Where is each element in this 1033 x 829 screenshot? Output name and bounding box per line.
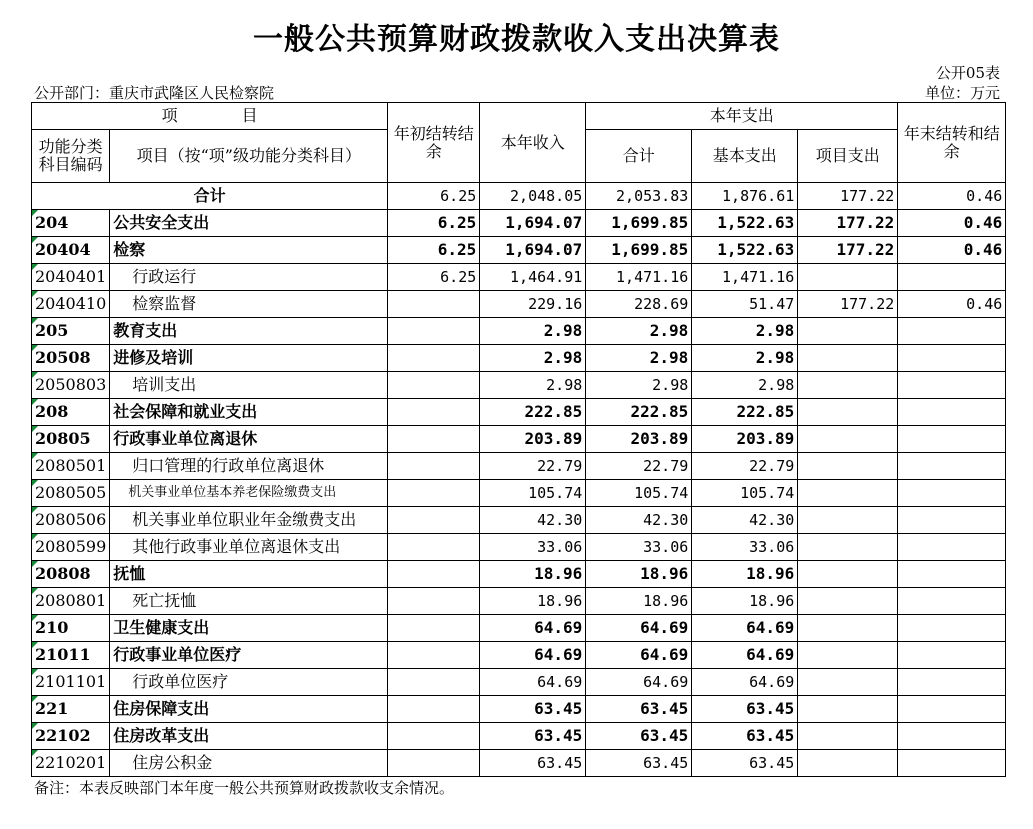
row-total: 1,699.85: [586, 210, 692, 237]
row-income: 2.98: [480, 318, 586, 345]
row-name: 死亡抚恤: [110, 588, 388, 615]
total-row: [32, 183, 1006, 210]
row-code: 210: [32, 615, 110, 642]
row-end: [898, 507, 1006, 534]
row-begin: 6.25: [388, 210, 480, 237]
total-total: 2,053.83: [586, 183, 692, 210]
row-income: 64.69: [480, 615, 586, 642]
row-code: 20805: [32, 426, 110, 453]
row-income: 229.16: [480, 291, 586, 318]
row-name: 其他行政事业单位离退休支出: [110, 534, 388, 561]
row-end: [898, 642, 1006, 669]
row-begin: [388, 507, 480, 534]
row-total: 33.06: [586, 534, 692, 561]
budget-table: [31, 102, 1006, 777]
row-project: [798, 399, 898, 426]
row-project: [798, 480, 898, 507]
row-project: [798, 345, 898, 372]
row-income: 2.98: [480, 372, 586, 399]
row-basic: 18.96: [692, 561, 798, 588]
table-row: [32, 210, 1006, 237]
row-income: 22.79: [480, 453, 586, 480]
row-income: 2.98: [480, 345, 586, 372]
row-code: 204: [32, 210, 110, 237]
row-project: [798, 453, 898, 480]
row-basic: 64.69: [692, 642, 798, 669]
row-code: 2080506: [32, 507, 110, 534]
row-code: 221: [32, 696, 110, 723]
row-code: 21011: [32, 642, 110, 669]
row-project: [798, 534, 898, 561]
row-begin: [388, 669, 480, 696]
row-project: [798, 750, 898, 777]
row-basic: 203.89: [692, 426, 798, 453]
row-begin: [388, 318, 480, 345]
row-name: 检察: [110, 237, 388, 264]
total-end: 0.46: [898, 183, 1006, 210]
row-end: [898, 426, 1006, 453]
row-code: 2040410: [32, 291, 110, 318]
row-end: [898, 453, 1006, 480]
row-end: 0.46: [898, 210, 1006, 237]
row-total: 228.69: [586, 291, 692, 318]
row-end: [898, 588, 1006, 615]
row-total: 222.85: [586, 399, 692, 426]
row-income: 33.06: [480, 534, 586, 561]
unit-label: 单位：万元: [924, 84, 1000, 102]
row-income: 42.30: [480, 507, 586, 534]
row-end: [898, 345, 1006, 372]
row-project: [798, 561, 898, 588]
table-row: [32, 480, 1006, 507]
total-project: 177.22: [798, 183, 898, 210]
row-basic: 64.69: [692, 615, 798, 642]
row-income: 63.45: [480, 750, 586, 777]
table-row: [32, 399, 1006, 426]
row-project: [798, 615, 898, 642]
row-basic: 33.06: [692, 534, 798, 561]
row-begin: [388, 588, 480, 615]
row-total: 64.69: [586, 615, 692, 642]
row-total: 2.98: [586, 345, 692, 372]
total-basic: 1,876.61: [692, 183, 798, 210]
row-begin: 6.25: [388, 264, 480, 291]
row-name: 行政单位医疗: [110, 669, 388, 696]
row-end: [898, 480, 1006, 507]
row-begin: 6.25: [388, 237, 480, 264]
row-total: 105.74: [586, 480, 692, 507]
row-basic: 1,471.16: [692, 264, 798, 291]
row-name: 抚恤: [110, 561, 388, 588]
row-income: 203.89: [480, 426, 586, 453]
department-label: 公开部门：重庆市武隆区人民检察院: [34, 84, 275, 102]
table-row: [32, 561, 1006, 588]
row-name: 住房保障支出: [110, 696, 388, 723]
row-end: [898, 696, 1006, 723]
row-basic: 1,522.63: [692, 210, 798, 237]
row-code: 2210201: [32, 750, 110, 777]
row-project: [798, 372, 898, 399]
row-name: 培训支出: [110, 372, 388, 399]
row-name: 检察监督: [110, 291, 388, 318]
header-begin-balance: 年初结转结余: [388, 103, 480, 183]
header-item: 项 目: [32, 103, 388, 130]
row-code: 2101101: [32, 669, 110, 696]
table-row: [32, 723, 1006, 750]
table-row: [32, 372, 1006, 399]
row-begin: [388, 426, 480, 453]
table-row: [32, 345, 1006, 372]
row-project: 177.22: [798, 210, 898, 237]
header-project: 项目支出: [798, 130, 898, 183]
header-basic: 基本支出: [692, 130, 798, 183]
row-income: 1,464.91: [480, 264, 586, 291]
row-name: 社会保障和就业支出: [110, 399, 388, 426]
row-begin: [388, 453, 480, 480]
row-basic: 63.45: [692, 750, 798, 777]
row-income: 1,694.07: [480, 210, 586, 237]
row-begin: [388, 345, 480, 372]
row-income: 18.96: [480, 561, 586, 588]
row-code: 2080801: [32, 588, 110, 615]
row-income: 64.69: [480, 669, 586, 696]
row-end: [898, 264, 1006, 291]
row-project: [798, 507, 898, 534]
table-row: [32, 696, 1006, 723]
row-total: 42.30: [586, 507, 692, 534]
total-begin: 6.25: [388, 183, 480, 210]
row-name: 行政事业单位医疗: [110, 642, 388, 669]
row-income: 105.74: [480, 480, 586, 507]
row-total: 63.45: [586, 696, 692, 723]
row-begin: [388, 642, 480, 669]
row-name: 机关事业单位基本养老保险缴费支出: [110, 480, 388, 507]
row-basic: 42.30: [692, 507, 798, 534]
row-code: 2080501: [32, 453, 110, 480]
row-basic: 63.45: [692, 723, 798, 750]
row-begin: [388, 561, 480, 588]
row-income: 222.85: [480, 399, 586, 426]
table-row: [32, 291, 1006, 318]
row-total: 1,699.85: [586, 237, 692, 264]
row-basic: 22.79: [692, 453, 798, 480]
row-income: 63.45: [480, 723, 586, 750]
row-basic: 222.85: [692, 399, 798, 426]
table-row: [32, 534, 1006, 561]
row-total: 64.69: [586, 669, 692, 696]
row-name: 归口管理的行政单位离退休: [110, 453, 388, 480]
row-end: [898, 615, 1006, 642]
row-code: 205: [32, 318, 110, 345]
row-end: [898, 750, 1006, 777]
row-total: 203.89: [586, 426, 692, 453]
row-project: [798, 588, 898, 615]
page-title: 一般公共预算财政拨款收入支出决算表: [253, 22, 780, 57]
row-end: [898, 669, 1006, 696]
row-end: [898, 372, 1006, 399]
row-total: 2.98: [586, 318, 692, 345]
row-name: 公共安全支出: [110, 210, 388, 237]
row-total: 63.45: [586, 750, 692, 777]
row-project: [798, 318, 898, 345]
row-code: 2040401: [32, 264, 110, 291]
row-end: 0.46: [898, 237, 1006, 264]
header-total: 合计: [586, 130, 692, 183]
header-expense-group: 本年支出: [586, 103, 898, 130]
row-project: [798, 669, 898, 696]
footnote: 备注：本表反映部门本年度一般公共预算财政拨款收支余情况。: [34, 779, 455, 797]
row-basic: 63.45: [692, 696, 798, 723]
row-begin: [388, 291, 480, 318]
total-income: 2,048.05: [480, 183, 586, 210]
row-basic: 1,522.63: [692, 237, 798, 264]
row-begin: [388, 696, 480, 723]
table-row: [32, 237, 1006, 264]
row-begin: [388, 372, 480, 399]
form-number: 公开05表: [935, 64, 1000, 82]
row-total: 18.96: [586, 588, 692, 615]
row-income: 1,694.07: [480, 237, 586, 264]
row-basic: 2.98: [692, 345, 798, 372]
row-name: 进修及培训: [110, 345, 388, 372]
row-project: 177.22: [798, 291, 898, 318]
row-code: 20808: [32, 561, 110, 588]
header-end-balance: 年末结转和结余: [898, 103, 1006, 183]
row-basic: 18.96: [692, 588, 798, 615]
row-project: [798, 264, 898, 291]
row-end: [898, 723, 1006, 750]
row-code: 2080505: [32, 480, 110, 507]
row-total: 18.96: [586, 561, 692, 588]
row-name: 教育支出: [110, 318, 388, 345]
table-row: [32, 453, 1006, 480]
row-income: 18.96: [480, 588, 586, 615]
total-label: 合计: [32, 183, 388, 210]
row-total: 64.69: [586, 642, 692, 669]
row-basic: 2.98: [692, 372, 798, 399]
header-name: 项目（按“项”级功能分类科目）: [110, 130, 388, 183]
row-code: 20508: [32, 345, 110, 372]
row-begin: [388, 723, 480, 750]
table-row: [32, 642, 1006, 669]
row-name: 行政运行: [110, 264, 388, 291]
row-project: [798, 696, 898, 723]
row-begin: [388, 615, 480, 642]
table-row: [32, 507, 1006, 534]
row-basic: 64.69: [692, 669, 798, 696]
table-row: [32, 615, 1006, 642]
header-income: 本年收入: [480, 103, 586, 183]
row-end: [898, 318, 1006, 345]
row-code: 208: [32, 399, 110, 426]
row-project: [798, 642, 898, 669]
row-name: 住房改革支出: [110, 723, 388, 750]
row-project: [798, 426, 898, 453]
row-total: 1,471.16: [586, 264, 692, 291]
table-row: [32, 588, 1006, 615]
row-total: 63.45: [586, 723, 692, 750]
row-code: 2050803: [32, 372, 110, 399]
row-end: 0.46: [898, 291, 1006, 318]
row-basic: 105.74: [692, 480, 798, 507]
table-row: [32, 264, 1006, 291]
row-code: 22102: [32, 723, 110, 750]
row-begin: [388, 399, 480, 426]
row-name: 机关事业单位职业年金缴费支出: [110, 507, 388, 534]
row-project: 177.22: [798, 237, 898, 264]
row-total: 22.79: [586, 453, 692, 480]
row-code: 20404: [32, 237, 110, 264]
row-code: 2080599: [32, 534, 110, 561]
table-row: [32, 669, 1006, 696]
row-begin: [388, 750, 480, 777]
row-income: 63.45: [480, 696, 586, 723]
table-row: [32, 750, 1006, 777]
row-name: 行政事业单位离退休: [110, 426, 388, 453]
row-end: [898, 561, 1006, 588]
table-row: [32, 426, 1006, 453]
row-total: 2.98: [586, 372, 692, 399]
row-begin: [388, 534, 480, 561]
table-row: [32, 318, 1006, 345]
row-project: [798, 723, 898, 750]
row-name: 卫生健康支出: [110, 615, 388, 642]
row-income: 64.69: [480, 642, 586, 669]
row-basic: 51.47: [692, 291, 798, 318]
row-begin: [388, 480, 480, 507]
row-basic: 2.98: [692, 318, 798, 345]
row-end: [898, 534, 1006, 561]
row-name: 住房公积金: [110, 750, 388, 777]
row-end: [898, 399, 1006, 426]
header-code: 功能分类科目编码: [32, 130, 110, 183]
